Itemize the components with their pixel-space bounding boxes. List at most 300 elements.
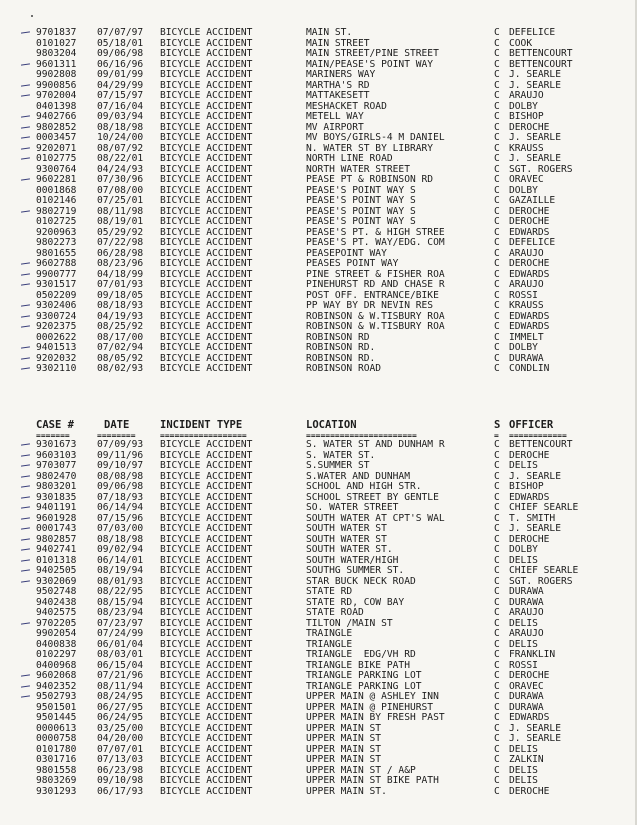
cell-case-number: 9601311 [36, 58, 77, 70]
table-row [0, 692, 637, 701]
table-row [0, 301, 637, 310]
cell-case-number: 9702004 [36, 90, 77, 101]
cell-location: UPPER MAIN ST [306, 722, 382, 734]
cell-status: C [494, 523, 500, 534]
table-row [0, 535, 637, 544]
cell-officer: DEROCHE [509, 533, 550, 545]
cell-officer: BETTENCOURT [509, 48, 573, 59]
cell-date: 09/06/98 [97, 48, 144, 59]
cell-status: C [494, 48, 500, 59]
cell-date: 06/17/93 [97, 785, 144, 797]
table-row [0, 682, 637, 691]
cell-incident-type: BICYCLE ACCIDENT [160, 785, 253, 797]
table-row [0, 144, 637, 153]
table-row [0, 524, 637, 533]
cell-location: UPPER MAIN @ PINEHURST [306, 701, 434, 713]
cell-date: 07/16/04 [97, 100, 144, 112]
cell-date: 05/29/92 [97, 226, 144, 238]
cell-case-number: 9402352 [36, 680, 77, 692]
cell-date: 08/23/96 [97, 258, 144, 269]
table-row [0, 354, 637, 363]
table-row [0, 70, 637, 79]
pen-tick-mark [21, 157, 30, 160]
cell-date: 07/15/96 [97, 512, 144, 524]
cell-status: C [494, 481, 500, 492]
cell-case-number: 9302069 [36, 575, 77, 587]
cell-status: C [494, 58, 500, 70]
cell-status: C [494, 247, 500, 259]
cell-location: TRIANGLE [306, 638, 353, 650]
cell-officer: CONDLIN [509, 363, 550, 374]
cell-case-number: 0301716 [36, 754, 77, 765]
cell-status: C [494, 670, 500, 681]
cell-date: 06/15/04 [97, 659, 144, 671]
cell-date: 09/06/98 [97, 481, 144, 492]
cell-date: 08/24/95 [97, 691, 144, 702]
cell-incident-type: BICYCLE ACCIDENT [160, 79, 253, 91]
cell-location: MAIN ST. [306, 27, 353, 38]
cell-status: C [494, 775, 500, 786]
cell-case-number: 0102725 [36, 216, 77, 227]
cell-officer: EDWARDS [509, 321, 550, 332]
pen-tick-mark [21, 115, 30, 118]
cell-date: 06/24/95 [97, 712, 144, 723]
cell-date: 04/19/93 [97, 310, 144, 322]
cell-officer: T. SMITH [509, 512, 556, 524]
cell-incident-type: BICYCLE ACCIDENT [160, 565, 253, 576]
table-row [0, 322, 637, 331]
table-row [0, 259, 637, 268]
pen-tick-mark [21, 464, 30, 467]
cell-date: 07/08/00 [97, 184, 144, 196]
cell-incident-type: BICYCLE ACCIDENT [160, 111, 253, 122]
cell-officer: ARAUJO [509, 628, 544, 639]
scan-speck [31, 15, 33, 17]
cell-date: 04/20/00 [97, 733, 144, 744]
cell-incident-type: BICYCLE ACCIDENT [160, 607, 253, 618]
cell-status: C [494, 617, 500, 629]
cell-case-number: 9803269 [36, 775, 77, 786]
cell-officer: GAZAILLE [509, 195, 556, 206]
cell-location: NORTH WATER STREET [306, 163, 410, 175]
cell-status: C [494, 743, 500, 755]
cell-case-number: 9302406 [36, 300, 77, 311]
table-row [0, 713, 637, 722]
cell-case-number: 9301673 [36, 439, 77, 450]
cell-status: C [494, 205, 500, 217]
rule-type: ================== [160, 432, 247, 440]
cell-location: SCHOOL STREET BY GENTLE [306, 491, 439, 503]
cell-location: PEASE'S POINT WAY S [306, 205, 416, 217]
cell-incident-type: BICYCLE ACCIDENT [160, 659, 253, 671]
cell-date: 08/01/93 [97, 575, 144, 587]
table-row [0, 755, 637, 764]
cell-case-number: 0002622 [36, 331, 77, 343]
table-row [0, 629, 637, 638]
cell-date: 09/11/96 [97, 449, 144, 461]
cell-officer: DELIS [509, 764, 538, 776]
cell-case-number: 9902054 [36, 628, 77, 639]
cell-date: 03/25/00 [97, 722, 144, 734]
cell-location: SO. WATER STREET [306, 502, 399, 513]
table-row [0, 724, 637, 733]
cell-officer: DURAWA [509, 352, 544, 364]
cell-case-number: 0000758 [36, 733, 77, 744]
cell-status: C [494, 586, 500, 597]
pen-tick-mark [21, 147, 30, 150]
cell-status: C [494, 216, 500, 227]
cell-location: S.WATER AND DUNHAM [306, 470, 410, 482]
rule-location: ======================= [306, 432, 417, 440]
cell-date: 08/19/94 [97, 565, 144, 576]
cell-incident-type: BICYCLE ACCIDENT [160, 37, 253, 49]
cell-incident-type: BICYCLE ACCIDENT [160, 512, 253, 524]
cell-location: TRAINGLE [306, 628, 353, 639]
cell-officer: DELIS [509, 460, 538, 471]
cell-case-number: 9301835 [36, 491, 77, 503]
table-row [0, 39, 637, 48]
cell-incident-type: BICYCLE ACCIDENT [160, 701, 253, 713]
cell-incident-type: BICYCLE ACCIDENT [160, 460, 253, 471]
cell-date: 07/01/93 [97, 279, 144, 290]
cell-status: C [494, 733, 500, 744]
cell-location: S. WATER ST AND DUNHAM R [306, 439, 445, 450]
cell-case-number: 9602788 [36, 258, 77, 269]
cell-incident-type: BICYCLE ACCIDENT [160, 596, 253, 608]
cell-incident-type: BICYCLE ACCIDENT [160, 481, 253, 492]
cell-status: C [494, 226, 500, 238]
cell-case-number: 9900856 [36, 79, 77, 91]
table-row [0, 734, 637, 743]
cell-date: 08/08/98 [97, 470, 144, 482]
cell-location: PEASEPOINT WAY [306, 247, 387, 259]
cell-case-number: 0101318 [36, 554, 77, 566]
cell-case-number: 9501445 [36, 712, 77, 723]
cell-location: UPPER MAIN ST [306, 743, 382, 755]
pen-tick-mark [21, 685, 30, 688]
cell-case-number: 9202032 [36, 352, 77, 364]
cell-location: STATE RD [306, 586, 353, 597]
pen-tick-mark [21, 126, 30, 129]
cell-incident-type: BICYCLE ACCIDENT [160, 352, 253, 364]
cell-location: PEASES POINT WAY [306, 258, 399, 269]
cell-incident-type: BICYCLE ACCIDENT [160, 195, 253, 206]
cell-date: 09/03/94 [97, 111, 144, 122]
cell-date: 07/21/96 [97, 670, 144, 681]
cell-officer: DEFELICE [509, 237, 556, 248]
cell-case-number: 9703077 [36, 460, 77, 471]
pen-tick-mark [21, 210, 30, 213]
cell-location: TRIANGLE BIKE PATH [306, 659, 410, 671]
cell-incident-type: BICYCLE ACCIDENT [160, 575, 253, 587]
cell-location: STATE ROAD [306, 607, 364, 618]
cell-status: C [494, 649, 500, 660]
cell-status: C [494, 37, 500, 49]
cell-officer: J. SEARLE [509, 132, 561, 143]
pen-tick-mark [21, 63, 30, 66]
cell-location: MESHACKET ROAD [306, 100, 387, 112]
table-row [0, 745, 637, 754]
table-row [0, 587, 637, 596]
cell-incident-type: BICYCLE ACCIDENT [160, 491, 253, 503]
cell-location: METELL WAY [306, 111, 364, 122]
cell-incident-type: BICYCLE ACCIDENT [160, 268, 253, 280]
cell-status: C [494, 607, 500, 618]
rule-status: = [494, 432, 499, 440]
cell-location: TILTON /MAIN ST [306, 617, 393, 629]
table-row [0, 91, 637, 100]
cell-officer: ARAUJO [509, 279, 544, 290]
cell-incident-type: BICYCLE ACCIDENT [160, 470, 253, 482]
header-location: LOCATION [306, 419, 357, 431]
cell-date: 09/18/05 [97, 289, 144, 301]
cell-location: SOUTHG SUMMER ST. [306, 565, 405, 576]
table-row [0, 217, 637, 226]
cell-incident-type: BICYCLE ACCIDENT [160, 69, 253, 80]
cell-incident-type: BICYCLE ACCIDENT [160, 184, 253, 196]
cell-location: UPPER MAIN ST / A&P [306, 764, 416, 776]
cell-location: PEASE'S PT. WAY/EDG. COM [306, 237, 445, 248]
cell-status: C [494, 638, 500, 650]
cell-case-number: 9301517 [36, 279, 77, 290]
cell-case-number: 0102775 [36, 153, 77, 164]
cell-date: 08/17/00 [97, 331, 144, 343]
cell-location: ROBINSON & W.TISBURY ROA [306, 310, 445, 322]
cell-date: 07/22/98 [97, 237, 144, 248]
cell-status: C [494, 596, 500, 608]
pen-tick-mark [21, 496, 30, 499]
cell-case-number: 0101780 [36, 743, 77, 755]
cell-date: 06/28/98 [97, 247, 144, 259]
cell-incident-type: BICYCLE ACCIDENT [160, 174, 253, 185]
table-row [0, 482, 637, 491]
cell-officer: ARAUJO [509, 90, 544, 101]
table-row [0, 776, 637, 785]
pen-tick-mark [21, 136, 30, 139]
cell-status: C [494, 279, 500, 290]
cell-officer: DEROCHE [509, 216, 550, 227]
cell-case-number: 9300724 [36, 310, 77, 322]
cell-incident-type: BICYCLE ACCIDENT [160, 523, 253, 534]
cell-date: 08/25/92 [97, 321, 144, 332]
pen-tick-mark [21, 315, 30, 318]
cell-incident-type: BICYCLE ACCIDENT [160, 502, 253, 513]
cell-status: C [494, 659, 500, 671]
cell-incident-type: BICYCLE ACCIDENT [160, 628, 253, 639]
rule-case: ======= [36, 432, 70, 440]
cell-status: C [494, 491, 500, 503]
cell-incident-type: BICYCLE ACCIDENT [160, 163, 253, 175]
cell-case-number: 9802470 [36, 470, 77, 482]
cell-case-number: 9802719 [36, 205, 77, 217]
cell-incident-type: BICYCLE ACCIDENT [160, 775, 253, 786]
cell-officer: DELIS [509, 775, 538, 786]
cell-location: ROBINSON & W.TISBURY ROA [306, 321, 445, 332]
cell-status: C [494, 712, 500, 723]
table-row [0, 640, 637, 649]
cell-date: 04/24/93 [97, 163, 144, 175]
cell-incident-type: BICYCLE ACCIDENT [160, 258, 253, 269]
table-row [0, 165, 637, 174]
cell-incident-type: BICYCLE ACCIDENT [160, 121, 253, 133]
cell-date: 06/23/98 [97, 764, 144, 776]
cell-date: 08/11/94 [97, 680, 144, 692]
cell-incident-type: BICYCLE ACCIDENT [160, 722, 253, 734]
pen-tick-mark [21, 273, 30, 276]
cell-date: 07/07/97 [97, 27, 144, 38]
table-row [0, 49, 637, 58]
cell-location: MARTHA'S RD [306, 79, 370, 91]
pen-tick-mark [21, 580, 30, 583]
cell-officer: DELIS [509, 743, 538, 755]
table-row [0, 280, 637, 289]
cell-officer: DOLBY [509, 544, 538, 555]
table-row [0, 312, 637, 321]
cell-location: UPPER MAIN ST [306, 733, 382, 744]
cell-status: C [494, 258, 500, 269]
cell-status: C [494, 153, 500, 164]
cell-date: 07/03/00 [97, 523, 144, 534]
cell-status: C [494, 310, 500, 322]
cell-incident-type: BICYCLE ACCIDENT [160, 90, 253, 101]
cell-incident-type: BICYCLE ACCIDENT [160, 449, 253, 461]
cell-status: C [494, 174, 500, 185]
cell-location: MV AIRPORT [306, 121, 364, 133]
cell-case-number: 9502748 [36, 586, 77, 597]
cell-status: C [494, 331, 500, 343]
cell-status: C [494, 470, 500, 482]
cell-case-number: 9902808 [36, 69, 77, 80]
cell-location: PINE STREET & FISHER ROA [306, 268, 445, 280]
cell-incident-type: BICYCLE ACCIDENT [160, 691, 253, 702]
cell-status: C [494, 575, 500, 587]
cell-location: SOUTH WATER ST [306, 533, 387, 545]
table-row [0, 123, 637, 132]
cell-officer: SGT. ROGERS [509, 575, 573, 587]
cell-incident-type: BICYCLE ACCIDENT [160, 554, 253, 566]
cell-date: 07/23/97 [97, 617, 144, 629]
cell-incident-type: BICYCLE ACCIDENT [160, 533, 253, 545]
table-row [0, 343, 637, 352]
cell-incident-type: BICYCLE ACCIDENT [160, 289, 253, 301]
cell-status: C [494, 342, 500, 353]
cell-date: 06/01/04 [97, 638, 144, 650]
cell-date: 08/19/01 [97, 216, 144, 227]
cell-case-number: 9200963 [36, 226, 77, 238]
rule-officer: ============ [509, 432, 567, 440]
cell-officer: J. SEARLE [509, 153, 561, 164]
cell-incident-type: BICYCLE ACCIDENT [160, 743, 253, 755]
cell-incident-type: BICYCLE ACCIDENT [160, 586, 253, 597]
cell-officer: J. SEARLE [509, 733, 561, 744]
cell-incident-type: BICYCLE ACCIDENT [160, 712, 253, 723]
cell-incident-type: BICYCLE ACCIDENT [160, 754, 253, 765]
cell-location: PEASE'S POINT WAY S [306, 184, 416, 196]
cell-case-number: 9501501 [36, 701, 77, 713]
table-row [0, 228, 637, 237]
table-row [0, 60, 637, 69]
cell-case-number: 9301293 [36, 785, 77, 797]
cell-incident-type: BICYCLE ACCIDENT [160, 617, 253, 629]
cell-incident-type: BICYCLE ACCIDENT [160, 205, 253, 217]
cell-officer: DURAWA [509, 586, 544, 597]
pen-tick-mark [21, 84, 30, 87]
cell-location: ROBINSON RD. [306, 352, 376, 364]
cell-case-number: 9601928 [36, 512, 77, 524]
pen-tick-mark [21, 569, 30, 572]
cell-officer: DEROCHE [509, 205, 550, 217]
cell-status: C [494, 544, 500, 555]
cell-location: MV BOYS/GIRLS-4 M DANIEL [306, 132, 445, 143]
cell-officer: DURAWA [509, 701, 544, 713]
cell-status: C [494, 289, 500, 301]
cell-case-number: 0401398 [36, 100, 77, 112]
cell-date: 08/18/98 [97, 533, 144, 545]
cell-officer: DEROCHE [509, 121, 550, 133]
cell-date: 04/29/99 [97, 79, 144, 91]
cell-incident-type: BICYCLE ACCIDENT [160, 58, 253, 70]
cell-status: C [494, 90, 500, 101]
table-row [0, 154, 637, 163]
pen-tick-mark [21, 548, 30, 551]
cell-case-number: 0003457 [36, 132, 77, 143]
cell-officer: ROSSI [509, 659, 538, 671]
cell-date: 07/09/93 [97, 439, 144, 450]
pen-tick-mark [21, 475, 30, 478]
cell-location: STAR BUCK NECK ROAD [306, 575, 416, 587]
table-row [0, 787, 637, 796]
cell-incident-type: BICYCLE ACCIDENT [160, 27, 253, 38]
cell-incident-type: BICYCLE ACCIDENT [160, 310, 253, 322]
cell-date: 08/22/01 [97, 153, 144, 164]
cell-case-number: 0001743 [36, 523, 77, 534]
cell-location: PEASE'S PT. & HIGH STREE [306, 226, 445, 238]
cell-officer: DEFELICE [509, 27, 556, 38]
cell-date: 06/14/01 [97, 554, 144, 566]
cell-officer: BETTENCOURT [509, 439, 573, 450]
cell-incident-type: BICYCLE ACCIDENT [160, 670, 253, 681]
cell-officer: DEROCHE [509, 449, 550, 461]
cell-status: C [494, 237, 500, 248]
cell-status: C [494, 460, 500, 471]
cell-incident-type: BICYCLE ACCIDENT [160, 48, 253, 59]
cell-case-number: 0101027 [36, 37, 77, 49]
cell-location: NORTH LINE ROAD [306, 153, 393, 164]
cell-officer: CHIEF SEARLE [509, 502, 579, 513]
cell-officer: DEROCHE [509, 670, 550, 681]
cell-officer: J. SEARLE [509, 69, 561, 80]
cell-location: MATTAKESETT [306, 90, 370, 101]
cell-incident-type: BICYCLE ACCIDENT [160, 680, 253, 692]
cell-status: C [494, 27, 500, 38]
cell-officer: EDWARDS [509, 226, 550, 238]
pen-tick-mark [21, 559, 30, 562]
cell-date: 07/02/94 [97, 342, 144, 353]
cell-officer: COOK [509, 37, 533, 49]
cell-location: S.SUMMER ST [306, 460, 370, 471]
cell-date: 09/10/98 [97, 775, 144, 786]
cell-location: MAIN STREET/PINE STREET [306, 48, 439, 59]
cell-officer: BETTENCOURT [509, 58, 573, 70]
cell-status: C [494, 449, 500, 461]
cell-location: ROBINSON RD. [306, 342, 376, 353]
cell-case-number: 9802852 [36, 121, 77, 133]
cell-officer: SGT. ROGERS [509, 163, 573, 175]
cell-officer: DELIS [509, 617, 538, 629]
cell-status: C [494, 512, 500, 524]
cell-case-number: 9401513 [36, 342, 77, 353]
table-row [0, 608, 637, 617]
